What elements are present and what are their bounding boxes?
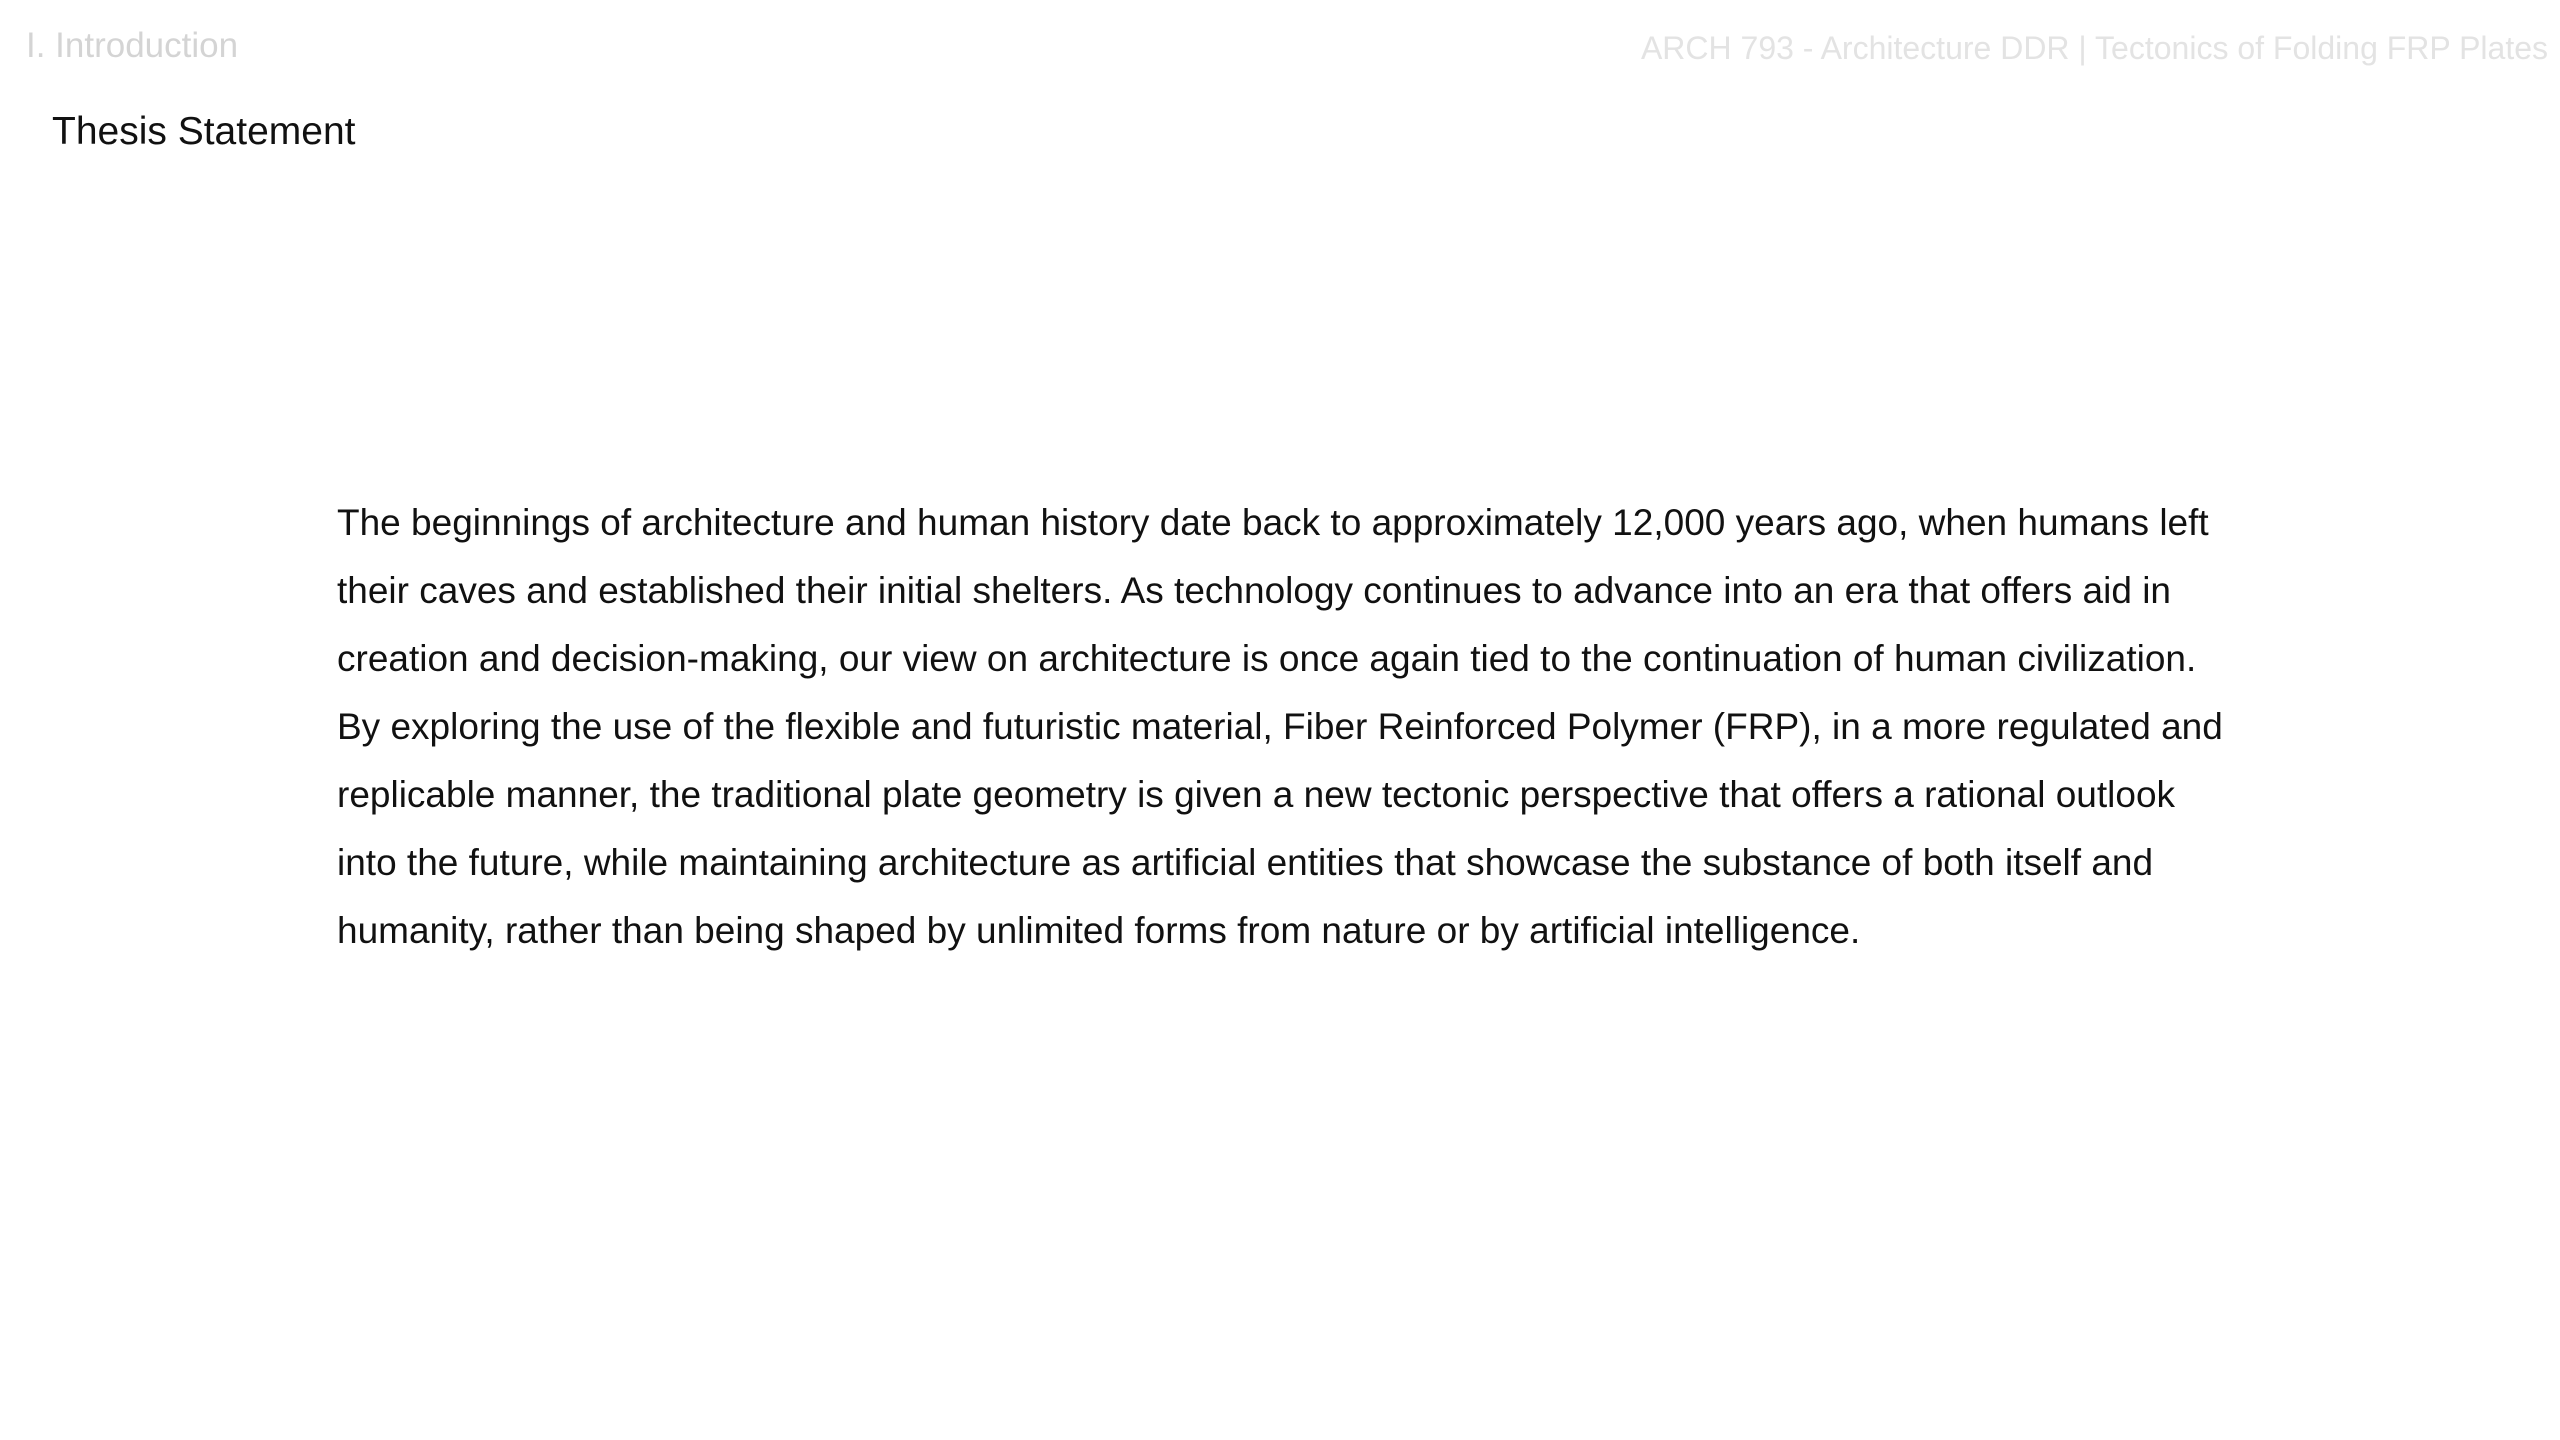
statement-line: The beginnings of architecture and human history date back to approximately 12,000 years ago, when humans left <box>337 502 2209 543</box>
statement-line: By exploring the use of the flexible and futuristic material, Fiber Reinforced Polymer (FRP), in a more regulated and <box>337 706 2223 747</box>
statement-line: their caves and established their initial shelters. As technology continues to advance into an era that offers aid in <box>337 570 2171 611</box>
statement-line: humanity, rather than being shaped by unlimited forms from nature or by artificial intelligence. <box>337 910 1861 951</box>
statement-line: into the future, while maintaining architecture as artificial entities that showcase the substance of both itself and <box>337 842 2154 883</box>
page-title: Thesis Statement <box>52 110 356 153</box>
section-label: I. Introduction <box>26 26 239 65</box>
statement-line: replicable manner, the traditional plate geometry is given a new tectonic perspective that offers a rational outlook <box>337 774 2176 815</box>
thesis-statement-paragraph <box>337 489 2247 965</box>
course-title: ARCH 793 - Architecture DDR | Tectonics of Folding FRP Plates <box>1640 30 2548 66</box>
statement-line: creation and decision-making, our view on architecture is once again tied to the continuation of human civilization. <box>337 638 2197 679</box>
